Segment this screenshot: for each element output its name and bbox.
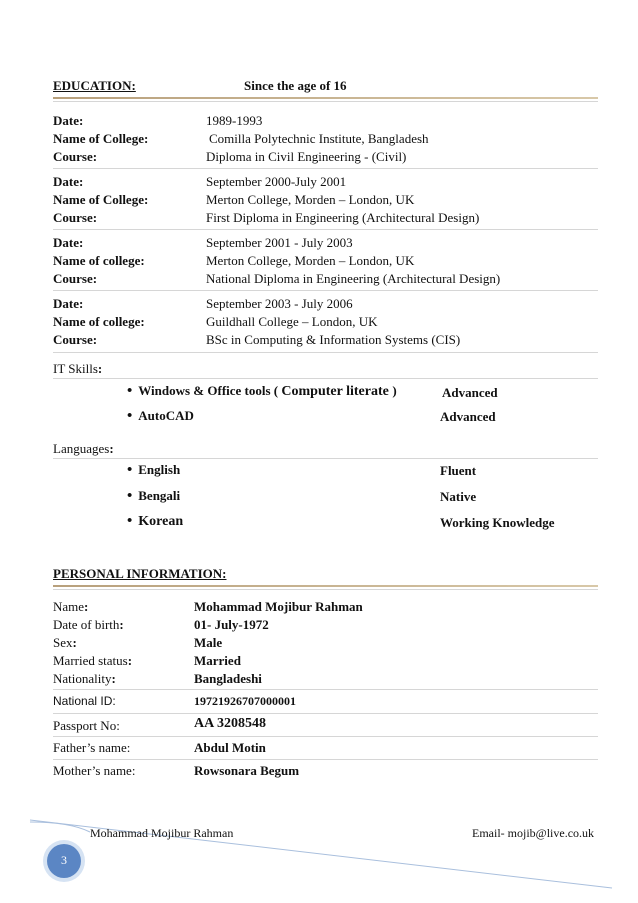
education-subheading: Since the age of 16 <box>244 78 347 93</box>
edu-date: September 2000-July 2001 <box>206 174 347 189</box>
edu-separator <box>53 290 598 291</box>
skill-name: AutoCAD <box>138 408 194 423</box>
personal-value: Married <box>194 653 241 668</box>
personal-separator <box>53 689 598 690</box>
personal-value: Mohammad Mojibur Rahman <box>194 599 363 614</box>
bullet-icon: • <box>127 383 133 399</box>
edu-college-label: Name of College: <box>53 131 149 146</box>
language-item <box>127 488 180 505</box>
personal-separator <box>53 713 598 714</box>
edu-course: BSc in Computing & Information Systems (CIS) <box>206 332 461 347</box>
personal-label <box>53 653 132 669</box>
bullet-icon: • <box>127 462 133 478</box>
language-level: Fluent <box>440 463 477 478</box>
personal-label: Father’s name: <box>53 740 131 755</box>
edu-date-label: Date: <box>53 174 84 189</box>
language-name: Bengali <box>138 488 181 503</box>
edu-course: National Diploma in Engineering (Architectural Design) <box>206 271 501 286</box>
personal-colon: : <box>72 635 77 650</box>
personal-value: Bangladeshi <box>194 671 262 686</box>
it-skills-colon: : <box>97 361 103 376</box>
personal-value: Rowsonara Begum <box>194 763 300 778</box>
edu-college: Merton College, Morden – London, UK <box>206 192 415 207</box>
education-divider-thin <box>53 101 598 102</box>
edu-separator <box>53 229 598 230</box>
education-divider <box>53 97 598 99</box>
language-level: Working Knowledge <box>440 515 555 530</box>
footer-swoosh-curve <box>30 822 90 832</box>
bullet-icon: • <box>127 513 133 529</box>
edu-date: 1989-1993 <box>206 113 263 128</box>
edu-college: Comilla Polytechnic Institute, Bangladesh <box>209 131 429 146</box>
personal-colon: : <box>84 599 89 614</box>
edu-course: First Diploma in Engineering (Architectural Design) <box>206 210 480 225</box>
personal-value: Abdul Motin <box>194 740 266 755</box>
personal-label-text: Nationality <box>53 671 112 686</box>
languages-label-text: Languages <box>53 441 110 456</box>
personal-label: National ID: <box>53 694 116 708</box>
skill-item <box>127 383 397 400</box>
skill-level: Advanced <box>440 409 496 424</box>
personal-divider-thin <box>53 589 598 590</box>
skill-name: Windows & Office tools ( <box>138 383 282 398</box>
personal-label: Mother’s name: <box>53 763 136 778</box>
personal-label-text: Date of birth <box>53 617 120 632</box>
it-skills-label-text: IT Skills <box>53 361 98 376</box>
personal-colon: : <box>119 617 124 632</box>
skill-level: Advanced <box>442 385 498 400</box>
footer-name: Mohammad Mojibur Rahman <box>90 826 234 840</box>
skill-item <box>127 408 194 425</box>
personal-label <box>53 635 77 651</box>
personal-colon: : <box>111 671 116 686</box>
personal-colon: : <box>127 653 133 668</box>
personal-divider <box>53 585 598 587</box>
skill-name-close: ) <box>392 383 397 398</box>
bullet-icon: • <box>127 488 133 504</box>
footer-email: Email- mojib@live.co.uk <box>472 826 595 840</box>
edu-course-label: Course: <box>53 149 98 164</box>
edu-date-label: Date: <box>53 113 84 128</box>
edu-college-label: Name of college: <box>53 314 145 329</box>
edu-separator <box>53 168 598 169</box>
personal-label: Passport No: <box>53 718 120 733</box>
personal-separator <box>53 759 598 760</box>
page-number: 3 <box>61 853 67 867</box>
edu-course-label: Course: <box>53 271 98 286</box>
edu-college-label: Name of college: <box>53 253 145 268</box>
language-item <box>127 513 183 530</box>
languages-label <box>53 441 114 457</box>
it-skills-label <box>53 361 102 377</box>
personal-label <box>53 671 116 687</box>
edu-date: September 2003 - July 2006 <box>206 296 353 311</box>
language-item <box>127 462 180 479</box>
edu-college: Merton College, Morden – London, UK <box>206 253 415 268</box>
personal-heading: PERSONAL INFORMATION: <box>53 566 227 581</box>
personal-label-text: Name <box>53 599 85 614</box>
personal-label-text: Married status <box>53 653 128 668</box>
edu-course-label: Course: <box>53 210 98 225</box>
personal-label-text: Sex <box>53 635 73 650</box>
edu-course: Diploma in Civil Engineering - (Civil) <box>206 149 407 164</box>
personal-label <box>53 599 88 615</box>
skill-name-emphasis: Computer literate <box>281 384 393 399</box>
edu-course-label: Course: <box>53 332 98 347</box>
it-skills-divider <box>53 378 598 379</box>
languages-colon: : <box>109 441 114 456</box>
language-level: Native <box>440 489 477 504</box>
language-name: Korean <box>138 514 184 529</box>
edu-separator <box>53 352 598 353</box>
edu-date-label: Date: <box>53 296 84 311</box>
personal-label <box>53 617 124 633</box>
edu-date-label: Date: <box>53 235 84 250</box>
bullet-icon: • <box>127 408 133 424</box>
edu-college-label: Name of College: <box>53 192 149 207</box>
personal-value: 01- July-1972 <box>194 617 269 632</box>
personal-value: Male <box>194 635 223 650</box>
edu-college: Guildhall College – London, UK <box>206 314 378 329</box>
personal-separator <box>53 736 598 737</box>
edu-date: September 2001 - July 2003 <box>206 235 353 250</box>
personal-value: 19721926707000001 <box>194 694 296 708</box>
education-heading: EDUCATION: <box>53 78 136 93</box>
personal-value: AA 3208548 <box>194 716 266 731</box>
language-name: English <box>138 462 181 477</box>
languages-divider <box>53 458 598 459</box>
